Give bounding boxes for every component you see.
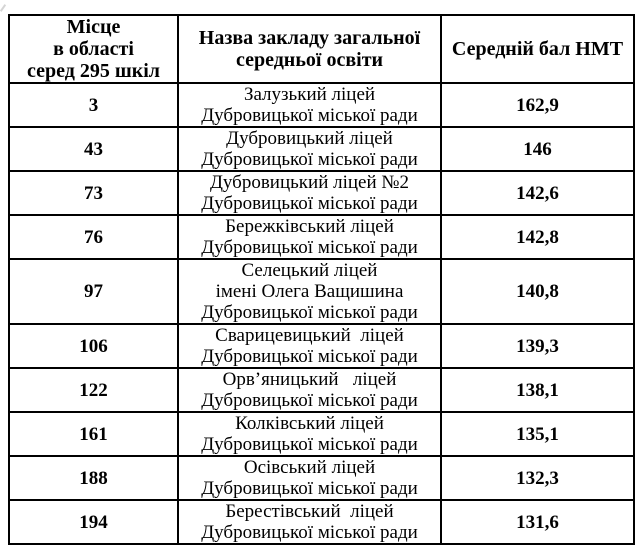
score-cell: 142,8 xyxy=(441,215,634,259)
school-name-cell: Дубровицький ліцей Дубровицької міської ради xyxy=(178,127,441,171)
school-name-cell: Залузький ліцей Дубровицької міської ради xyxy=(178,83,441,127)
header-cell-name: Назва закладу загальної середньої освіти xyxy=(178,15,441,83)
school-name-cell: Бережківський ліцей Дубровицької міської ради xyxy=(178,215,441,259)
header-row xyxy=(9,15,634,83)
table-row xyxy=(9,456,634,500)
table-row xyxy=(9,171,634,215)
score-cell: 132,3 xyxy=(441,456,634,500)
score-cell: 162,9 xyxy=(441,83,634,127)
school-name-cell: Сварицевицький ліцей Дубровицької міської ради xyxy=(178,324,441,368)
table-row xyxy=(9,412,634,456)
table-row xyxy=(9,324,634,368)
score-cell: 146 xyxy=(441,127,634,171)
score-cell: 138,1 xyxy=(441,368,634,412)
place-cell: 76 xyxy=(9,215,178,259)
school-name-cell: Селецький ліцей імені Олега Ващишина Дубровицької міської ради xyxy=(178,259,441,324)
place-cell: 73 xyxy=(9,171,178,215)
place-cell: 161 xyxy=(9,412,178,456)
table-header xyxy=(9,15,634,83)
table-row xyxy=(9,127,634,171)
table-row xyxy=(9,215,634,259)
score-cell: 142,6 xyxy=(441,171,634,215)
school-name-cell: Колківський ліцей Дубровицької міської ради xyxy=(178,412,441,456)
table-row xyxy=(9,83,634,127)
header-cell-score: Середній бал НМТ xyxy=(441,15,634,83)
school-name-cell: Дубровицький ліцей №2 Дубровицької міської ради xyxy=(178,171,441,215)
table-row xyxy=(9,259,634,324)
score-cell: 140,8 xyxy=(441,259,634,324)
school-name-cell: Осівський ліцей Дубровицької міської ради xyxy=(178,456,441,500)
table-body xyxy=(9,83,634,544)
screenshot-artifact xyxy=(0,4,6,12)
place-cell: 122 xyxy=(9,368,178,412)
score-cell: 139,3 xyxy=(441,324,634,368)
place-cell: 106 xyxy=(9,324,178,368)
place-cell: 3 xyxy=(9,83,178,127)
school-name-cell: Берестівський ліцей Дубровицької міської ради xyxy=(178,500,441,544)
header-cell-place: Місце в області серед 295 шкіл xyxy=(9,15,178,83)
nmt-scores-table xyxy=(8,14,635,545)
score-cell: 131,6 xyxy=(441,500,634,544)
place-cell: 43 xyxy=(9,127,178,171)
place-cell: 97 xyxy=(9,259,178,324)
place-cell: 194 xyxy=(9,500,178,544)
table-row xyxy=(9,368,634,412)
table-row xyxy=(9,500,634,544)
place-cell: 188 xyxy=(9,456,178,500)
school-name-cell: Орв’яницький ліцей Дубровицької міської ради xyxy=(178,368,441,412)
score-cell: 135,1 xyxy=(441,412,634,456)
